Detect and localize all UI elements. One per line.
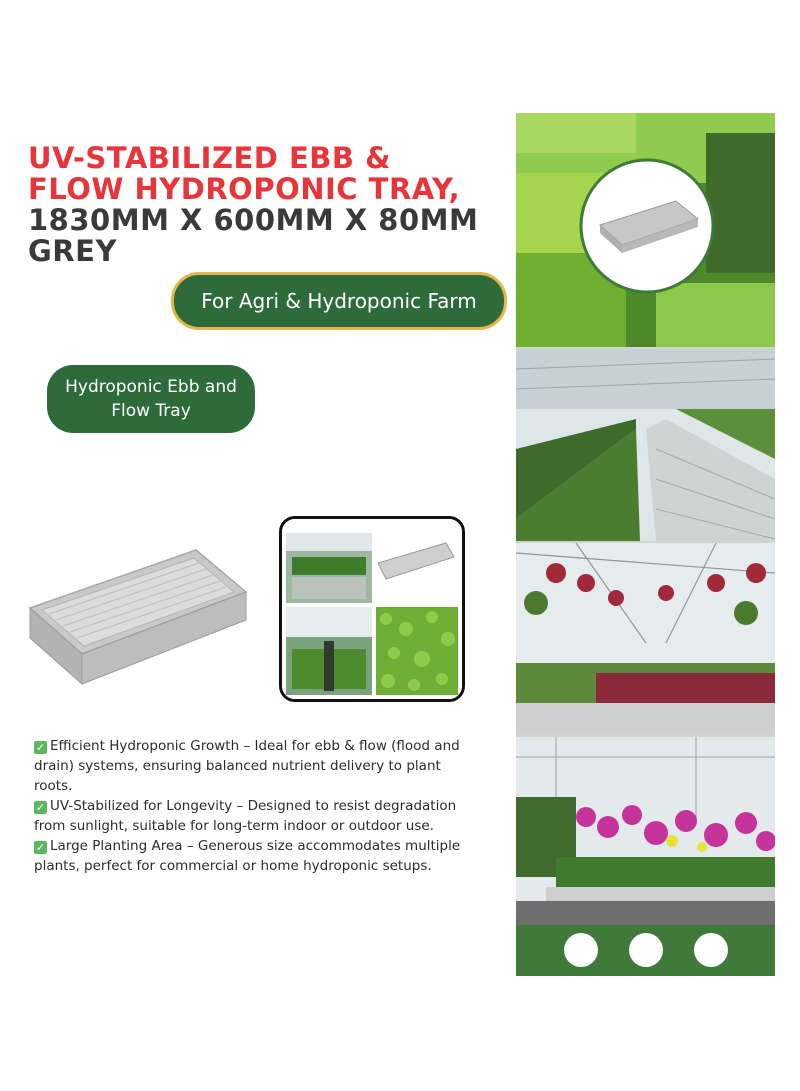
nav-dot-1[interactable] xyxy=(564,933,598,967)
hanging-baskets-photo xyxy=(516,543,775,735)
feature-item xyxy=(34,796,474,836)
check-icon: ✓ xyxy=(35,801,46,814)
product-title xyxy=(28,143,498,267)
collage-image xyxy=(279,516,465,702)
product-badge-line-1: Hydroponic Ebb and xyxy=(65,377,237,397)
check-icon: ✓ xyxy=(35,841,46,854)
product-badge xyxy=(47,365,255,433)
photo-strip xyxy=(516,113,775,976)
feature-text: Large Planting Area – Generous size accommodates multiple plants, perfect for commercial or home hydroponic setups. xyxy=(34,838,461,874)
title-line-2: FLOW HYDROPONIC TRAY, xyxy=(28,172,461,206)
collage-graphic xyxy=(282,519,462,699)
title-line-3: 1830MM X 600MM X 80MM xyxy=(28,203,479,237)
title-line-4: GREY xyxy=(28,234,117,268)
farm-badge: For Agri & Hydroponic Farm xyxy=(171,272,507,330)
greenhouse-benches-photo xyxy=(516,349,775,541)
feature-item xyxy=(34,736,474,796)
product-badge-line-2: Flow Tray xyxy=(111,401,191,421)
feature-text: Efficient Hydroponic Growth – Ideal for ebb & flow (flood and drain) systems, ensuring balanced nutrient delivery to plant roots. xyxy=(34,738,460,794)
microgreens-photo xyxy=(516,113,775,347)
nav-dot-3[interactable] xyxy=(694,933,728,967)
title-line-1: UV-STABILIZED EBB & xyxy=(28,141,391,175)
photo-strip-nav xyxy=(516,925,775,976)
feature-list xyxy=(34,736,474,876)
orchids-photo xyxy=(516,737,775,925)
nav-dot-2[interactable] xyxy=(629,933,663,967)
feature-item xyxy=(34,836,474,876)
tray-product-image xyxy=(26,548,250,688)
check-icon: ✓ xyxy=(35,741,46,754)
feature-text: UV-Stabilized for Longevity – Designed to resist degradation from sunlight, suitable for long-term indoor or outdoor use. xyxy=(34,798,457,834)
